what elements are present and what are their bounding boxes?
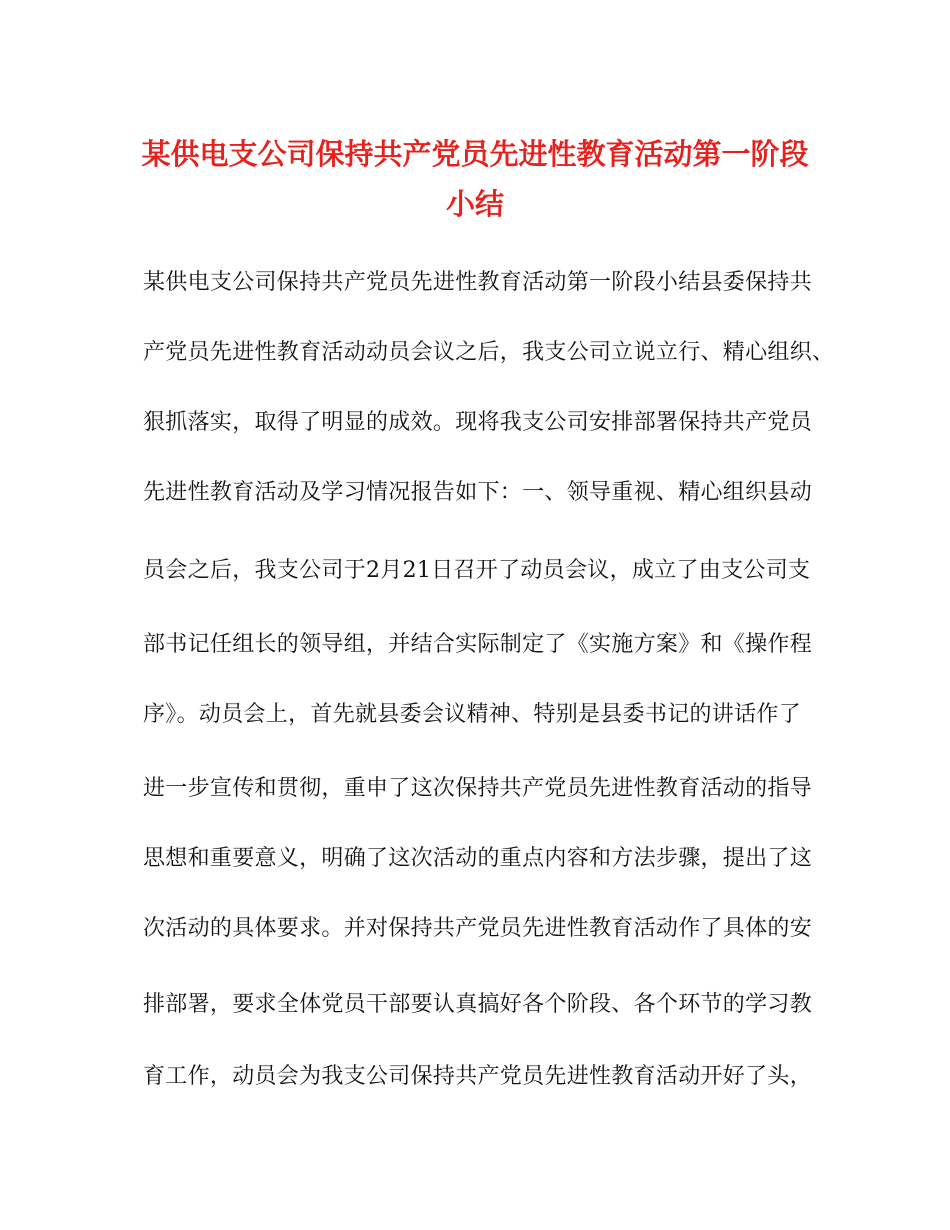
- body-text-line: 序》。动员会上，首先就县委会议精神、特别是县委书记的讲话作了: [143, 702, 802, 727]
- body-text-line: 排部署，要求全体党员干部要认真搞好各个阶段、各个环节的学习教: [143, 992, 813, 1017]
- body-text-line: 产党员先进性教育活动动员会议之后，我支公司立说立行、精心组织、: [143, 340, 835, 365]
- document-title-line-1: 某供电支公司保持共产党员先进性教育活动第一阶段: [141, 137, 809, 171]
- document-title-line-2: 小结: [445, 187, 504, 221]
- body-text-line: 育工作，动员会为我支公司保持共产党员先进性教育活动开好了头，: [143, 1064, 813, 1089]
- body-text-line: 次活动的具体要求。并对保持共产党员先进性教育活动作了具体的安: [143, 916, 813, 941]
- body-text-line: 先进性教育活动及学习情况报告如下：一、领导重视、精心组织县动: [143, 480, 813, 505]
- body-text-line: 某供电支公司保持共产党员先进性教育活动第一阶段小结县委保持共: [143, 270, 813, 295]
- body-text-line: 部书记任组长的领导组，并结合实际制定了《实施方案》和《操作程: [143, 632, 813, 657]
- body-text-line: 思想和重要意义，明确了这次活动的重点内容和方法步骤，提出了这: [143, 846, 813, 871]
- body-text-line: 进一步宣传和贯彻，重申了这次保持共产党员先进性教育活动的指导: [143, 776, 813, 801]
- body-text-line: 员会之后，我支公司于2月21日召开了动员会议，成立了由支公司支: [143, 558, 811, 583]
- body-text-line: 狠抓落实，取得了明显的成效。现将我支公司安排部署保持共产党员: [143, 410, 813, 435]
